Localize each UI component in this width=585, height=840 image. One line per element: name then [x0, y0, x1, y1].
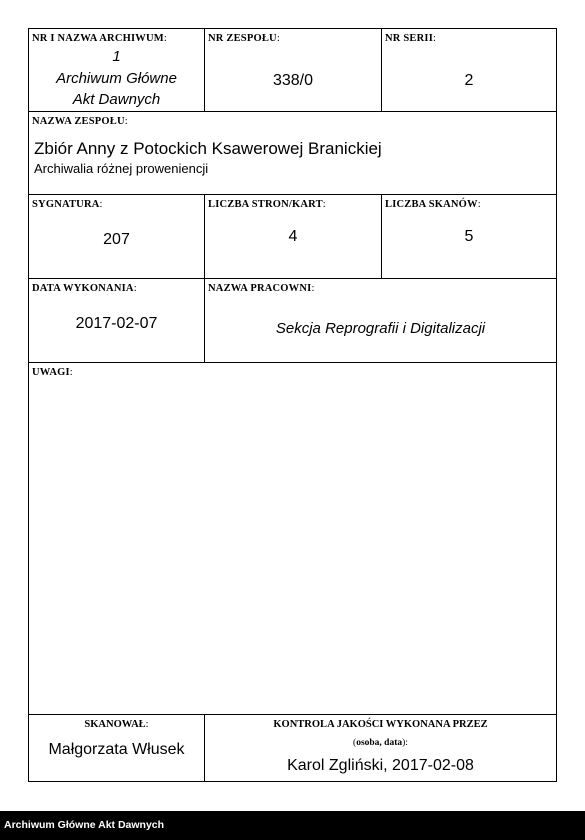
cell-fonds-number: NR ZESPOŁU: 338/0: [205, 29, 382, 111]
studio-value: Sekcja Reprografii i Digitalizacji: [275, 320, 486, 337]
scanned-by-label: SKANOWAŁ: [84, 719, 146, 730]
fonds-number: 338/0: [272, 72, 314, 89]
series-label: NR SERII: [385, 33, 433, 44]
cell-archive: NR I NAZWA ARCHIWUM: 1 Archiwum Główne Akt Dawnych: [29, 29, 205, 111]
pages-value: 4: [288, 228, 298, 245]
fonds-number-label: NR ZESPOŁU: [208, 33, 277, 44]
qc-label: KONTROLA JAKOŚCI WYKONANA PRZEZ: [273, 719, 488, 730]
footer-text: Archiwum Główne Akt Dawnych: [4, 819, 165, 831]
signature-label: SYGNATURA: [32, 199, 100, 210]
date-value: 2017-02-07: [75, 315, 158, 332]
pages-label: LICZBA STRON/KART: [208, 199, 323, 210]
scanned-by-value: Małgorzata Włusek: [48, 741, 185, 758]
cell-quality-control: KONTROLA JAKOŚCI WYKONANA PRZEZ (osoba, data): Karol Zgliński, 2017-02-08: [205, 715, 556, 781]
row-signoff: [29, 715, 556, 781]
scans-value: 5: [464, 228, 474, 245]
scans-label: LICZBA SKANÓW: [385, 199, 478, 210]
archive-label: NR I NAZWA ARCHIWUM: [32, 33, 164, 44]
cell-studio: NAZWA PRACOWNI: Sekcja Reprografii i Digitalizacji: [205, 279, 556, 362]
cell-signature: SYGNATURA: 207: [29, 195, 205, 278]
date-label: DATA WYKONANIA: [32, 283, 134, 294]
cell-series: NR SERII: 2: [382, 29, 556, 111]
series-number: 2: [464, 72, 474, 89]
row-notes: [29, 363, 556, 715]
row-counts: [29, 195, 556, 279]
cell-pages: LICZBA STRON/KART: 4: [205, 195, 382, 278]
cell-scans: LICZBA SKANÓW: 5: [382, 195, 556, 278]
qc-sublabel: osoba, data: [356, 738, 403, 748]
notes-label: UWAGI: [32, 367, 70, 378]
row-fonds-name: [29, 112, 556, 195]
archive-number: 1: [112, 48, 121, 65]
cell-notes: UWAGI:: [32, 367, 73, 378]
fonds-name-label: NAZWA ZESPOŁU: [32, 116, 125, 127]
fonds-name: Zbiór Anny z Potockich Ksawerowej Branickiej: [34, 139, 382, 158]
qc-value: Karol Zgliński, 2017-02-08: [287, 757, 474, 774]
signature-value: 207: [103, 231, 130, 248]
archive-name-line1: Archiwum Główne: [56, 70, 177, 87]
cell-date: DATA WYKONANIA: 2017-02-07: [29, 279, 205, 362]
cell-scanned-by: SKANOWAŁ: Małgorzata Włusek: [29, 715, 205, 781]
footer-bar: [0, 811, 585, 840]
studio-label: NAZWA PRACOWNI: [208, 283, 312, 294]
cell-fonds-name: NAZWA ZESPOŁU: Zbiór Anny z Potockich Ksawerowej Branickiej Archiwalia różnej proweniencji: [32, 116, 382, 176]
metadata-form: [28, 28, 557, 782]
fonds-subname: Archiwalia różnej proweniencji: [34, 161, 209, 176]
row-archive: [29, 29, 556, 112]
row-date-studio: [29, 279, 556, 363]
archive-name-line2: Akt Dawnych: [72, 91, 161, 108]
